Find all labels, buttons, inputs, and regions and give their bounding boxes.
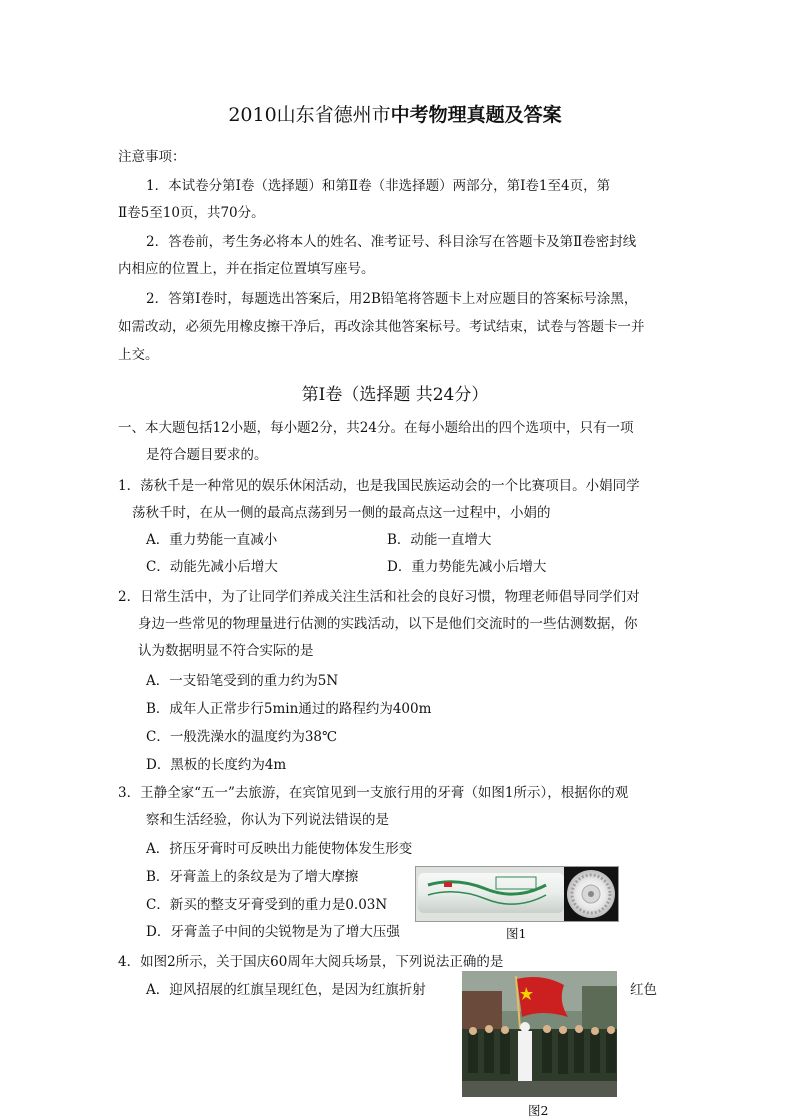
exam-title: [0, 100, 790, 127]
notice-1-line-2: Ⅱ卷5至10页，共70分。: [118, 205, 265, 221]
q1-option-a: A．重力势能一直减小: [146, 532, 278, 548]
q1-stem-line-2: 荡秋千时，在从一侧的最高点荡到另一侧的最高点这一过程中，小娟的: [132, 505, 551, 521]
q2-stem-line-1: 2．日常生活中，为了让同学们养成关注生活和社会的良好习惯，物理老师倡导同学们对: [118, 589, 640, 605]
q2-stem-line-2: 身边一些常见的物理量进行估测的实践活动，以下是他们交流时的一些估测数据，你: [138, 616, 638, 632]
figure-2-caption: 图2: [528, 1103, 549, 1118]
q3-stem-line-1: 3．王静全家“五一”去旅游，在宾馆见到一支旅行用的牙膏（如图1所示），根据你的观: [118, 785, 629, 801]
q3-option-b: B．牙膏盖上的条纹是为了增大摩擦: [146, 869, 359, 885]
notice-3-line-3: 上交。: [118, 347, 159, 363]
q3-option-a: A．挤压牙膏时可反映出力能使物体发生形变: [146, 841, 413, 857]
q2-option-a: A．一支铅笔受到的重力约为5N: [146, 673, 339, 689]
q2-stem-line-3: 认为数据明显不符合实际的是: [138, 643, 314, 659]
q1-option-b: B．动能一直增大: [387, 532, 492, 548]
notice-1-line-1: 1．本试卷分第Ⅰ卷（选择题）和第Ⅱ卷（非选择题）两部分，第Ⅰ卷1至4页，第: [146, 178, 611, 194]
q2-option-d: D．黑板的长度约为4m: [146, 757, 287, 773]
figure-1-caption: 图1: [506, 926, 527, 941]
title-normal: 2010山东省德州市: [228, 104, 391, 126]
q1-stem-line-1: 1．荡秋千是一种常见的娱乐休闲活动，也是我国民族运动会的一个比赛项目。小娟同学: [118, 478, 640, 494]
toothpaste-photo: [415, 866, 619, 922]
notice-3-line-1: 2．答第Ⅰ卷时，每题选出答案后，用2B铅笔将答题卡上对应题目的答案标号涂黑，: [146, 291, 638, 307]
q1-option-d: D．重力势能先减小后增大: [387, 559, 547, 575]
q2-option-b: B．成年人正常步行5min通过的路程约为400m: [146, 701, 432, 717]
part-instruction-line-2: 是符合题目要求的。: [146, 447, 268, 463]
section-title: 第Ⅰ卷（选择题 共24分）: [301, 385, 489, 405]
notice-2-line-1: 2．答卷前，考生务必将本人的姓名、准考证号、科目涂写在答题卡及第Ⅱ卷密封线: [146, 234, 637, 250]
q4-stem: 4．如图2所示，关于国庆60周年大阅兵场景，下列说法正确的是: [118, 954, 504, 970]
q4-option-a: A．迎风招展的红旗呈现红色，是因为红旗折射: [146, 982, 426, 998]
notice-heading: 注意事项：: [118, 149, 186, 165]
q2-option-c: C．一般洗澡水的温度约为38℃: [146, 729, 338, 745]
part-instruction-line-1: 一、本大题包括12小题，每小题2分，共24分。在每小题给出的四个选项中，只有一项: [118, 420, 634, 436]
parade-photo: [462, 971, 617, 1097]
notice-2-line-2: 内相应的位置上，并在指定位置填写座号。: [118, 261, 375, 277]
q3-option-c: C．新买的整支牙膏受到的重力是0.03N: [146, 897, 388, 913]
q4-option-a-tail: 红色: [630, 982, 657, 998]
q3-option-d: D．牙膏盖子中间的尖锐物是为了增大压强: [146, 924, 400, 940]
q3-stem-line-2: 察和生活经验，你认为下列说法错误的是: [146, 812, 389, 828]
q1-option-c: C．动能先减小后增大: [146, 559, 278, 575]
notice-3-line-2: 如需改动，必须先用橡皮擦干净后，再改涂其他答案标号。考试结束，试卷与答题卡一并: [118, 319, 645, 335]
title-bold: 中考物理真题及答案: [390, 104, 562, 126]
